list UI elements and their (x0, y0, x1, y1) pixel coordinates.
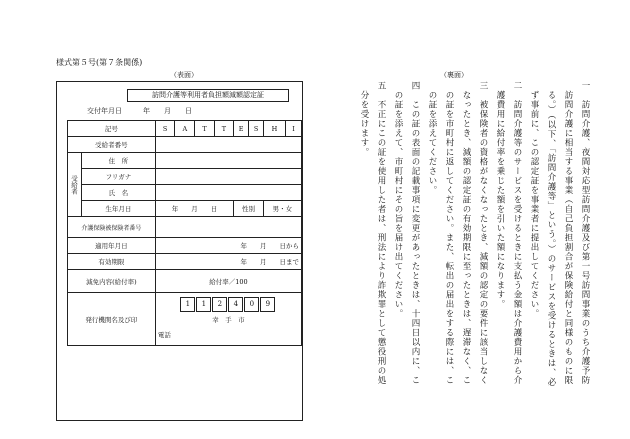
city-name: 幸 手 市 (212, 316, 245, 324)
yuko-value: 年 月 日まで (155, 254, 301, 270)
sex-value: 男・女 (263, 201, 301, 217)
genmen-label: 減免内容(給付率) (68, 270, 156, 293)
kigo-row (68, 121, 302, 137)
back-text-line: 四 この証の表面の記載事項に変更があったときは、十四日以内に、こ (410, 81, 420, 385)
kaigo-no-label: 介護保険被保険者番号 (68, 217, 156, 238)
address-value (155, 153, 301, 169)
number-digit: 1 (180, 297, 195, 312)
issue-date: 交付年月日 年 月 日 (87, 107, 192, 115)
back-text-line: の証を市町村に返してください。また、転出の届出をする際には、こ (444, 81, 454, 385)
name-label: 氏 名 (82, 185, 156, 201)
back-text-line: の証を添えて、市町村にその旨を届け出てください。 (393, 81, 403, 319)
yuko-label: 有効期限 (68, 254, 156, 270)
hakko-value (155, 293, 301, 346)
back-text-line: 三 被保険者の資格がなくなったとき、減額の認定の要件に該当しなく (478, 81, 488, 385)
kaigo-no-value (155, 217, 301, 238)
kigo-letter: H (263, 121, 285, 137)
kigo-letter: A (175, 121, 195, 137)
certificate-front (56, 81, 303, 421)
tekiyo-label: 適用年月日 (68, 238, 156, 254)
number-digit: 2 (212, 297, 227, 312)
kigo-letter: E (234, 121, 249, 137)
back-text-line: 訪問介護に相当する事業（自己負担割合が保険給付と同様のものに限 (563, 81, 573, 385)
dob-value: 年 月 日 (155, 201, 233, 217)
front-label: （表面） (170, 71, 198, 79)
furigana-value (155, 169, 301, 185)
back-text-line: 五 不正にこの証を使用した者は、刑法により詐欺罪として懲役刑の処 (376, 81, 386, 385)
number-digit: 0 (244, 297, 259, 312)
back-text-line: なったとき、減額の認定証の有効期限に至ったときは、遅滞なく、こ (461, 81, 471, 385)
certificate-back (343, 81, 590, 421)
address-label: 住 所 (82, 153, 156, 169)
kigo-letter: I (286, 121, 302, 137)
name-value (155, 185, 301, 201)
kigo-letter: S (249, 121, 264, 137)
back-text-line: 分を受けます。 (359, 81, 369, 157)
kigo-letter: S (155, 121, 175, 137)
kigo-label: 記号 (68, 121, 156, 137)
form-number: 様式第５号(第７条関係) (56, 58, 143, 67)
number-boxes (158, 297, 299, 312)
number-digit: 9 (260, 297, 275, 312)
number-digit: 1 (196, 297, 211, 312)
jukyusha-group: 受給者 (68, 153, 82, 217)
back-text-line: 護費用に給付率を乗じた額を引いた額になります。 (495, 81, 505, 309)
kigo-letter: T (214, 121, 233, 137)
back-label: （裏面） (440, 71, 468, 79)
jukyusha-label: 受給者番号 (68, 137, 156, 153)
genmen-value: 給付率／100 (155, 270, 301, 293)
hakko-label: 発行機関名及び印 (68, 293, 156, 346)
back-text-line: の証を添えてください。 (427, 81, 437, 195)
number-digit: 4 (228, 297, 243, 312)
back-text-line: 二 訪問介護等のサービスを受けるときに支払う金額は介護費用から介 (512, 81, 522, 385)
tekiyo-value: 年 月 日から (155, 238, 301, 254)
certificate-title: 訪問介護等利用者負担額減額認定証 (127, 89, 289, 102)
tel-label: 電話 (157, 331, 171, 339)
sex-label: 性別 (234, 201, 264, 217)
dob-label: 生年月日 (82, 201, 156, 217)
back-text-line: ず事前に、この認定証を事業者に提出してください。 (529, 81, 539, 319)
back-text-line: 一 訪問介護、夜間対応型訪問介護及び第一号訪問事業のうち介護予防 (580, 81, 590, 385)
kigo-letter: T (195, 121, 214, 137)
certificate-table (67, 120, 302, 346)
back-text-line: る。）（以下、「訪問介護等」という。）のサービスを受けるときは、必 (546, 81, 556, 387)
jukyusha-value (155, 137, 301, 153)
furigana-label: フリガナ (82, 169, 156, 185)
